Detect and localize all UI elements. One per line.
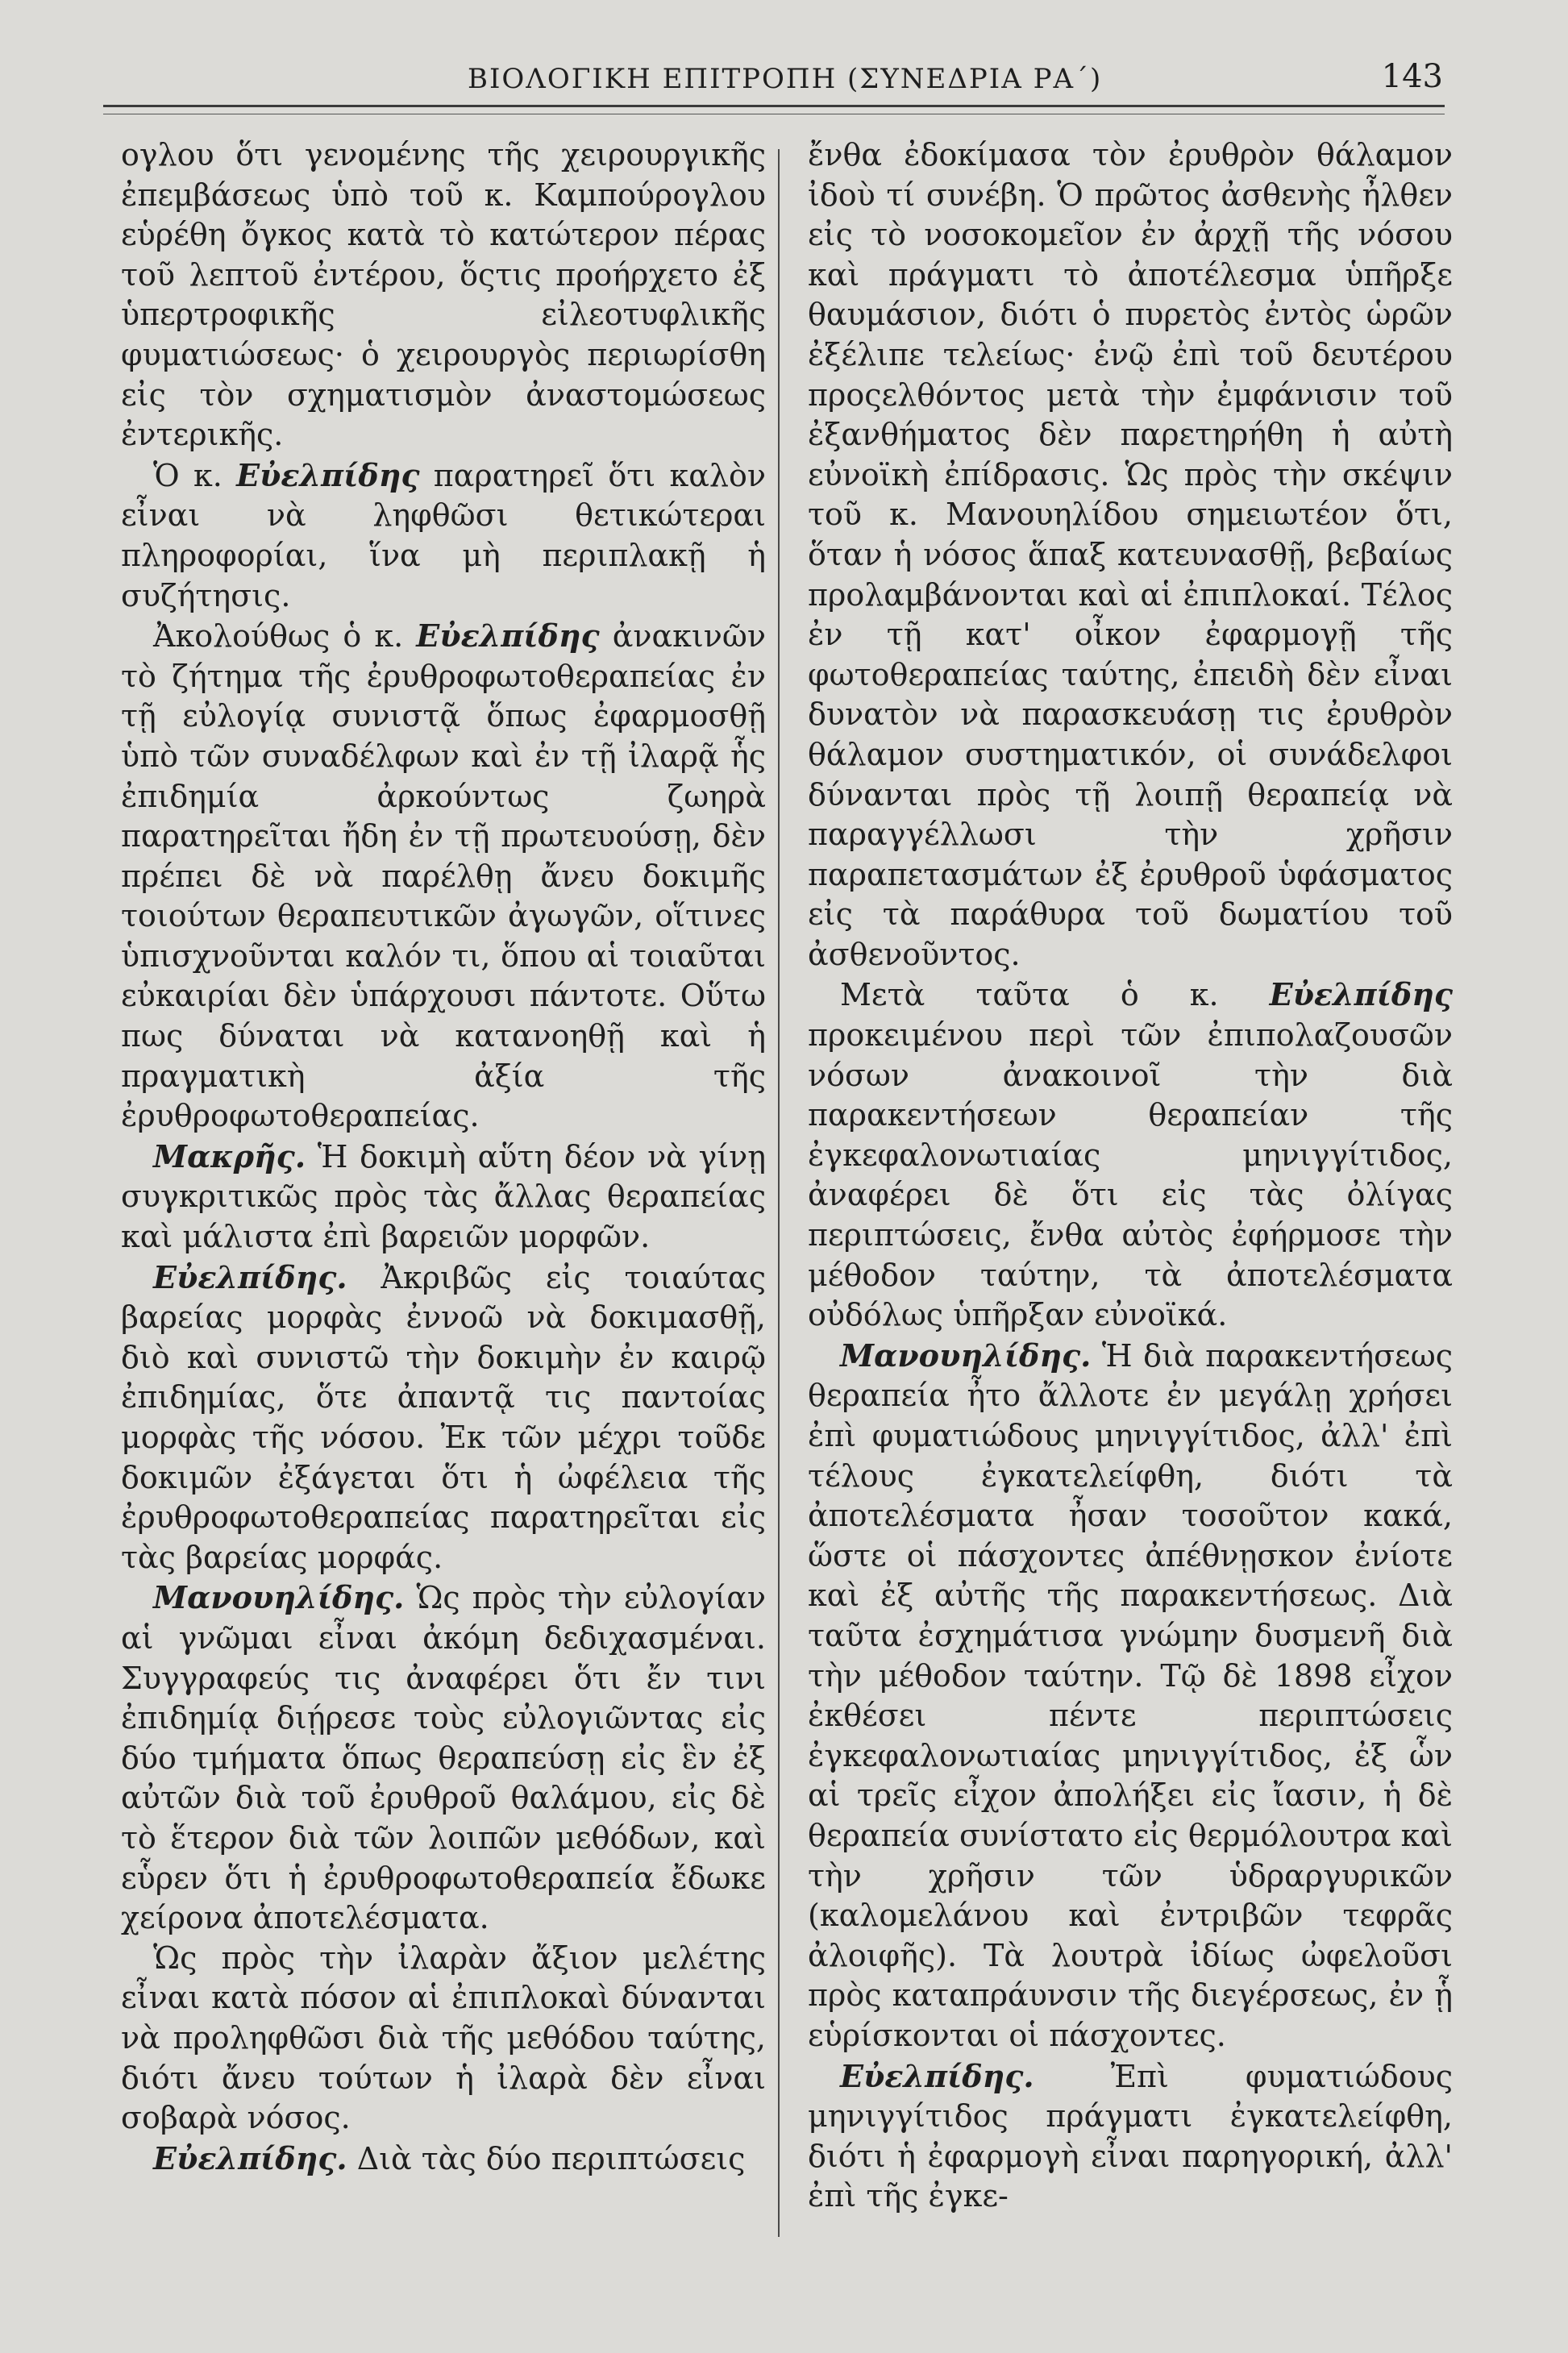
text: Μετὰ ταῦτα ὁ κ. [840,977,1270,1013]
speaker-name: Εὐελπίδης [1269,976,1453,1013]
speaker-name: Εὐελπίδης. [153,2139,347,2176]
running-header [105,55,1443,103]
text: παρατηρεῖ ὅτι καλὸν εἶναι νὰ ληφθῶσι θετικώτεραι πληροφορίαι, ἵνα μὴ περιπλακῇ ἡ συζήτησις. [121,457,766,613]
header-rule [103,105,1445,107]
paragraph: ογλου ὅτι γενομένης τῆς χειρουργικῆς ἐπεμβάσεως ὑπὸ τοῦ κ. Καμπούρογλου εὑρέθη ὄγκος κατὰ τὸ κατώτερον πέρας τοῦ λεπτοῦ ἐντέρου, ὅςτις προήρχετο ἐξ ὑπερτροφικῆς εἰλεοτυφλικῆς φυματιώσεως· ὁ χειρουργὸς περιωρίσθη εἰς τὸν σχηματισμὸν ἀναστομώσεως ἐντερικῆς. [121,137,766,453]
left-column [121,135,766,2328]
column-divider [778,149,780,2237]
paragraph [121,1137,766,1258]
right-column [808,135,1453,2328]
text: ἀνακινῶν τὸ ζήτημα τῆς ἐρυθροφωτοθεραπείας ἐν τῇ εὐλογίᾳ συνιστᾷ ὅπως ἐφαρμοσθῇ ὑπὸ τῶν συναδέλφων καὶ ἐν τῇ ἰλαρᾷ ἧς ἐπιδημία ἀρκούντως ζωηρὰ παρατηρεῖται ἤδη ἐν τῇ πρωτευούσῃ, δὲν πρέπει δὲ νὰ παρέλθῃ ἄνευ δοκιμῆς τοιούτων θεραπευτικῶν ἀγωγῶν, οἵτινες ὑπισχνοῦνται καλόν τι, ὅπου αἱ τοιαῦται εὐκαιρίαι δὲν ὑπάρχουσι πάντοτε. Οὕτω πως δύναται νὰ κατανοηθῇ καὶ ἡ πραγματικὴ ἀξία τῆς ἐρυθροφωτοθεραπείας. [121,618,766,1134]
text: προκειμένου περὶ τῶν ἐπιπολαζουσῶν νόσων ἀνακοινοῖ τὴν διὰ παρακεντήσεων θεραπείαν τῆς ἐγκεφαλονωτιαίας μηνιγγίτιδος, ἀναφέρει δὲ ὅτι εἰς τὰς ὀλίγας περιπτώσεις, ἔνθα αὐτὸς ἐφήρμοσε τὴν μέθοδον ταύτην, τὰ ἀποτελέσματα οὐδόλως ὑπῆρξαν εὐνοϊκά. [808,1017,1453,1333]
speaker-name: Μανουηλίδης. [840,1337,1092,1374]
paragraph [121,1578,766,1938]
text: Ἡ διὰ παρακεντήσεως θεραπεία ἦτο ἄλλοτε ἐν μεγάλῃ χρήσει ἐπὶ φυματιώδους μηνιγγίτιδος, ἀλλ' ἐπὶ τέλους ἐγκατελείφθη, διότι τὰ ἀποτελέσματα ἦσαν τοσοῦτον κακά, ὥστε οἱ πάσχοντες ἀπέθνῃσκον ἐνίοτε καὶ ἐξ αὐτῆς τῆς παρακεντήσεως. Διὰ ταῦτα ἐσχημάτισα γνώμην δυσμενῆ διὰ τὴν μέθοδον ταύτην. Τῷ δὲ 1898 εἶχον ἐκθέσει πέντε περιπτώσεις ἐγκεφαλονωτιαίας μηνιγγίτιδος, ἐξ ὧν αἱ τρεῖς εἶχον ἀπολήξει εἰς ἴασιν, ἡ δὲ θεραπεία συνίστατο εἰς θερμόλουτρα καὶ τὴν χρῆσιν τῶν ὑδραργυρικῶν (καλομελάνου καὶ ἐντριβῶν τεφρᾶς ἀλοιφῆς). Τὰ λουτρὰ ἰδίως ὠφελοῦσι πρὸς καταπράυνσιν τῆς διεγέρσεως, ἐν ᾗ εὑρίσκονται οἱ πάσχοντες. [808,1337,1453,2053]
text: Ἐπὶ φυματιώδους μηνιγγίτιδος πράγματι ἐγκατελείφθη, διότι ἡ ἐφαρμογὴ εἶναι παρηγορική, ἀλλ' ἐπὶ τῆς ἐγκε- [808,2058,1453,2214]
paragraph [121,616,766,1137]
speaker-name: Εὐελπίδης [236,456,420,493]
speaker-name: Μακρῆς. [153,1137,306,1174]
speaker-name: Μανουηλίδης. [153,1579,405,1616]
paragraph [808,1336,1453,2056]
paragraph: Ὡς πρὸς τὴν ἰλαρὰν ἄξιον μελέτης εἶναι κατὰ πόσον αἱ ἐπιπλοκαὶ δύνανται νὰ προληφθῶσι διὰ τῆς μεθόδου ταύτης, διότι ἄνευ τούτων ἡ ἰλαρὰ δὲν εἶναι σοβαρὰ νόσος. [121,1939,766,2136]
text: Διὰ τὰς δύο περιπτώσεις [347,2140,746,2176]
text: Ὁ κ. [153,457,237,493]
text: Ἀκριβῶς εἰς τοιαύτας βαρείας μορφὰς ἐννοῶ νὰ δοκιμασθῇ, διὸ καὶ συνιστῶ τὴν δοκιμὴν ἐν καιρῷ ἐπιδημίας, ὅτε ἀπαντᾷ τις παντοίας μορφὰς τῆς νόσου. Ἐκ τῶν μέχρι τοῦδε δοκιμῶν ἐξάγεται ὅτι ἡ ὠφέλεια τῆς ἐρυθροφωτοθεραπείας παρατηρεῖται εἰς τὰς βαρείας μορφάς. [121,1259,766,1575]
paragraph [808,975,1453,1335]
text: Ἀκολούθως ὁ κ. [153,618,417,655]
paragraph [121,1258,766,1578]
text: Ὡς πρὸς τὴν εὐλογίαν αἱ γνῶμαι εἶναι ἀκόμη δεδιχασμέναι. Συγγραφεύς τις ἀναφέρει ὅτι ἔν τινι ἐπιδημίᾳ διῄρεσε τοὺς εὐλογιῶντας εἰς δύο τμήματα ὅπως θεραπεύσῃ εἰς ἓν ἐξ αὐτῶν διὰ τοῦ ἐρυθροῦ θαλάμου, εἰς δὲ τὸ ἕτερον διὰ τῶν λοιπῶν μεθόδων, καὶ εὗρεν ὅτι ἡ ἐρυθροφωτοθεραπεία ἔδωκε χείρονα ἀποτελέσματα. [121,1580,766,1936]
paragraph [808,2056,1453,2217]
paragraph [121,2139,766,2180]
running-title: ΒΙΟΛΟΓΙΚΗ ΕΠΙΤΡΟΠΗ (ΣΥΝΕΔΡΙΑ ΡΑ΄) [468,63,1103,95]
text: Ἡ δοκιμὴ αὕτη δέον νὰ γίνῃ συγκριτικῶς πρὸς τὰς ἄλλας θεραπείας καὶ μάλιστα ἐπὶ βαρειῶν μορφῶν. [121,1138,766,1255]
paragraph: ἔνθα ἐδοκίμασα τὸν ἐρυθρὸν θάλαμον ἰδοὺ τί συνέβη. Ὁ πρῶτος ἀσθενὴς ἦλθεν εἰς τὸ νοσοκομεῖον ἐν ἀρχῇ τῆς νόσου καὶ πράγματι τὸ ἀποτέλεσμα ὑπῆρξε θαυμάσιον, διότι ὁ πυρετὸς ἐντὸς ὡρῶν ἐξέλιπε τελείως· ἐνῷ ἐπὶ τοῦ δευτέρου προςελθόντος μετὰ τὴν ἐμφάνισιν τοῦ ἐξανθήματος δὲν παρετηρήθη ἡ αὐτὴ εὐνοϊκὴ ἐπίδρασις. Ὡς πρὸς τὴν σκέψιν τοῦ κ. Μανουηλίδου σημειωτέον ὅτι, ὅταν ἡ νόσος ἅπαξ κατευνασθῇ, βεβαίως προλαμβάνονται καὶ αἱ ἐπιπλοκαί. Τέλος ἐν τῇ κατ' οἶκον ἐφαρμογῇ τῆς φωτοθεραπείας ταύτης, ἐπειδὴ δὲν εἶναι δυνατὸν νὰ παρασκευάσῃ τις ἐρυθρὸν θάλαμον συστηματικόν, οἱ συνάδελφοι δύνανται πρὸς τῇ λοιπῇ θεραπείᾳ νὰ παραγγέλλωσι τὴν χρῆσιν παραπετασμάτων ἐξ ἐρυθροῦ ὑφάσματος εἰς τὰ παράθυρα τοῦ δωματίου τοῦ ἀσθενοῦντος. [808,137,1453,972]
speaker-name: Εὐελπίδης. [153,1258,347,1295]
paragraph [121,455,766,616]
speaker-name: Εὐελπίδης. [840,2057,1034,2094]
speaker-name: Εὐελπίδης [416,617,600,655]
page-number: 143 [1381,58,1443,95]
